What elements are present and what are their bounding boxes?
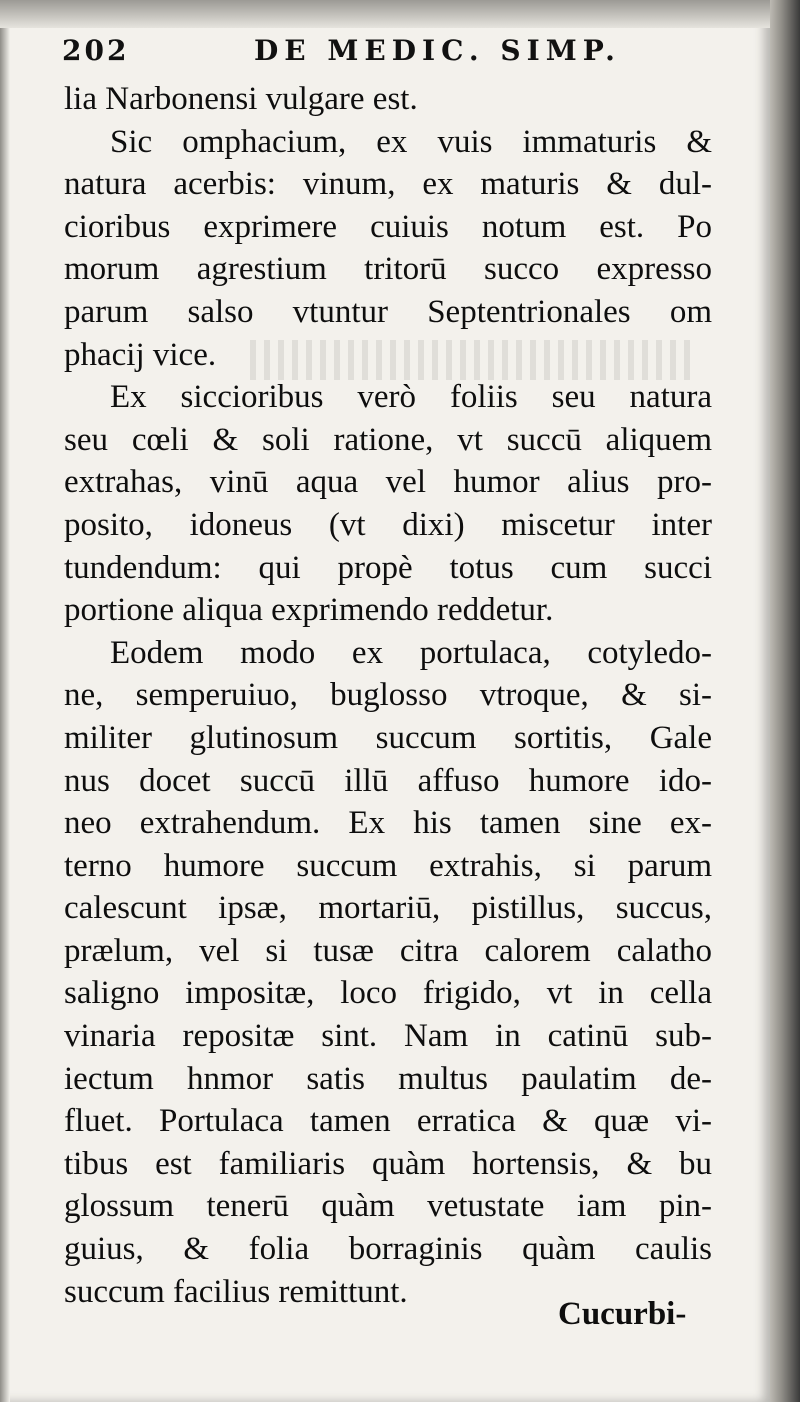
text-line: militer glutinosum succum sortitis, Gale [64, 719, 712, 756]
text-line: terno humore succum extrahis, si parum [64, 847, 712, 884]
text-line: seu cœli & soli ratione, vt succū aliquem [64, 421, 712, 458]
text-line: nus docet succū illū affuso humore ido- [64, 762, 712, 799]
text-line: phacij vice. [64, 336, 217, 373]
page-gutter-shadow [0, 0, 10, 1402]
text-line: prælum, vel si tusæ citra calorem calatho [64, 932, 712, 969]
catchword: Cucurbi- [558, 1296, 687, 1332]
text-line: guius, & folia borraginis quàm caulis [64, 1231, 712, 1268]
page-top-shadow [0, 0, 770, 28]
text-line: ne, semperuiuo, buglosso vtroque, & si- [64, 677, 712, 714]
page-number: 202 [62, 34, 130, 67]
text-line: Sic omphacium, ex vuis immaturis & [110, 123, 712, 160]
page-edge-shadow [770, 0, 800, 1402]
text-line: tundendum: qui propè totus cum succi [64, 549, 712, 586]
text-line: portione aliqua exprimendo reddetur. [64, 592, 554, 629]
body-text [64, 78, 712, 1313]
text-line: cioribus exprimere cuiuis notum est. Po [64, 208, 712, 245]
text-line: posito, idoneus (vt dixi) miscetur inter [64, 506, 712, 543]
text-line: saligno impositæ, loco frigido, vt in cella [64, 975, 712, 1012]
text-line: lia Narbonensi vulgare est. [64, 81, 418, 117]
text-line: morum agrestium tritorū succo expresso [64, 251, 712, 288]
text-line: neo extrahendum. Ex his tamen sine ex- [64, 805, 712, 842]
text-line: vinaria repositæ sint. Nam in catinū sub- [64, 1018, 712, 1055]
text-line: Ex siccioribus verò foliis seu natura [110, 379, 712, 416]
text-line: natura acerbis: vinum, ex maturis & dul- [64, 166, 712, 203]
text-line: iectum hnmor satis multus paulatim de- [64, 1060, 712, 1097]
text-line: tibus est familiaris quàm hortensis, & bu [64, 1145, 712, 1182]
text-line: extrahas, vinū aqua vel humor alius pro- [64, 464, 712, 501]
page-header [62, 34, 622, 74]
text-line: fluet. Portulaca tamen erratica & quæ vi- [64, 1103, 712, 1140]
text-line: succum facilius remittunt. [64, 1273, 408, 1310]
text-line: Eodem modo ex portulaca, cotyledo- [110, 634, 712, 671]
running-head: DE MEDIC. SIMP. [254, 34, 621, 67]
text-line: calescunt ipsæ, mortariū, pistillus, succus, [64, 890, 712, 927]
text-line: parum salso vtuntur Septentrionales om [64, 293, 712, 330]
text-line: glossum tenerū quàm vetustate iam pin- [64, 1188, 712, 1225]
